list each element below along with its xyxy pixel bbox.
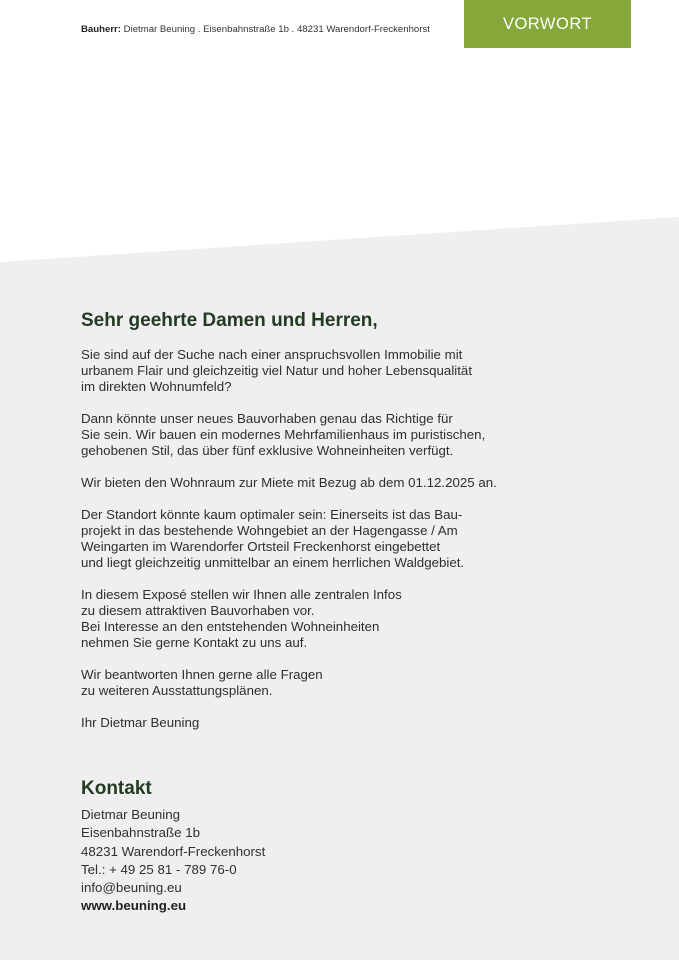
paragraph — [81, 587, 551, 651]
contact-block — [81, 777, 265, 916]
contact-city: 48231 Warendorf-Freckenhorst — [81, 843, 266, 859]
contact-title: Kontakt — [81, 778, 152, 799]
paragraph-line: gehobenen Stil, das über fünf exklusive Wohneinheiten verfügt. — [81, 443, 454, 458]
paragraph-line: zu diesem attraktiven Bauvorhaben vor. — [81, 603, 315, 618]
section-tab-vorwort: VORWORT — [464, 0, 631, 48]
paragraph-line: Sie sind auf der Suche nach einer anspruchsvollen Immobilie mit — [81, 347, 463, 362]
paragraph-line: In diesem Exposé stellen wir Ihnen alle zentralen Infos — [81, 587, 402, 602]
contact-name: Dietmar Beuning — [81, 807, 181, 822]
contact-website-link[interactable]: www.beuning.eu — [81, 898, 187, 914]
paragraph-line: Weingarten im Warendorfer Ortsteil Freckenhorst eingebettet — [81, 539, 441, 554]
paragraph-line: Wir beantworten Ihnen gerne alle Fragen — [81, 667, 323, 682]
paragraph-line: Bei Interesse an den entstehenden Wohneinheiten — [81, 619, 380, 634]
paragraph — [81, 475, 551, 491]
letter-body — [81, 309, 551, 747]
builder-address: Dietmar Beuning . Eisenbahnstraße 1b . 48231 Warendorf-Freckenhorst — [123, 24, 430, 35]
signature-line: Ihr Dietmar Beuning — [81, 715, 200, 730]
signature — [81, 715, 551, 731]
paragraph-line: zu weiteren Ausstattungsplänen. — [81, 683, 273, 698]
paragraph-line: im direkten Wohnumfeld? — [81, 379, 232, 394]
contact-phone[interactable]: Tel.: + 49 25 81 - 789 76-0 — [81, 861, 237, 877]
paragraph — [81, 667, 551, 699]
builder-label: Bauherr: — [81, 24, 121, 35]
contact-email-link[interactable]: info@beuning.eu — [81, 880, 182, 896]
paragraph-line: projekt in das bestehende Wohngebiet an der Hagengasse / Am — [81, 523, 458, 538]
paragraph-line: Sie sein. Wir bauen ein modernes Mehrfamilienhaus im puristischen, — [81, 427, 486, 442]
letter-greeting: Sehr geehrte Damen und Herren, — [81, 310, 378, 331]
paragraph-line: nehmen Sie gerne Kontakt zu uns auf. — [81, 635, 308, 650]
paragraph-line: Der Standort könnte kaum optimaler sein: Einerseits ist das Bau- — [81, 507, 463, 522]
paragraph — [81, 347, 551, 395]
paragraph-line: und liegt gleichzeitig unmittelbar an einem herrlichen Waldgebiet. — [81, 555, 465, 570]
paragraph-line: urbanem Flair und gleichzeitig viel Natur und hoher Lebensqualität — [81, 363, 473, 378]
paragraph — [81, 411, 551, 459]
paragraph-line: Dann könnte unser neues Bauvorhaben genau das Richtige für — [81, 411, 453, 426]
paragraph — [81, 507, 551, 571]
builder-info — [81, 24, 430, 35]
paragraph-line: Wir bieten den Wohnraum zur Miete mit Bezug ab dem 01.12.2025 an. — [81, 475, 497, 490]
contact-street: Eisenbahnstraße 1b — [81, 825, 201, 841]
